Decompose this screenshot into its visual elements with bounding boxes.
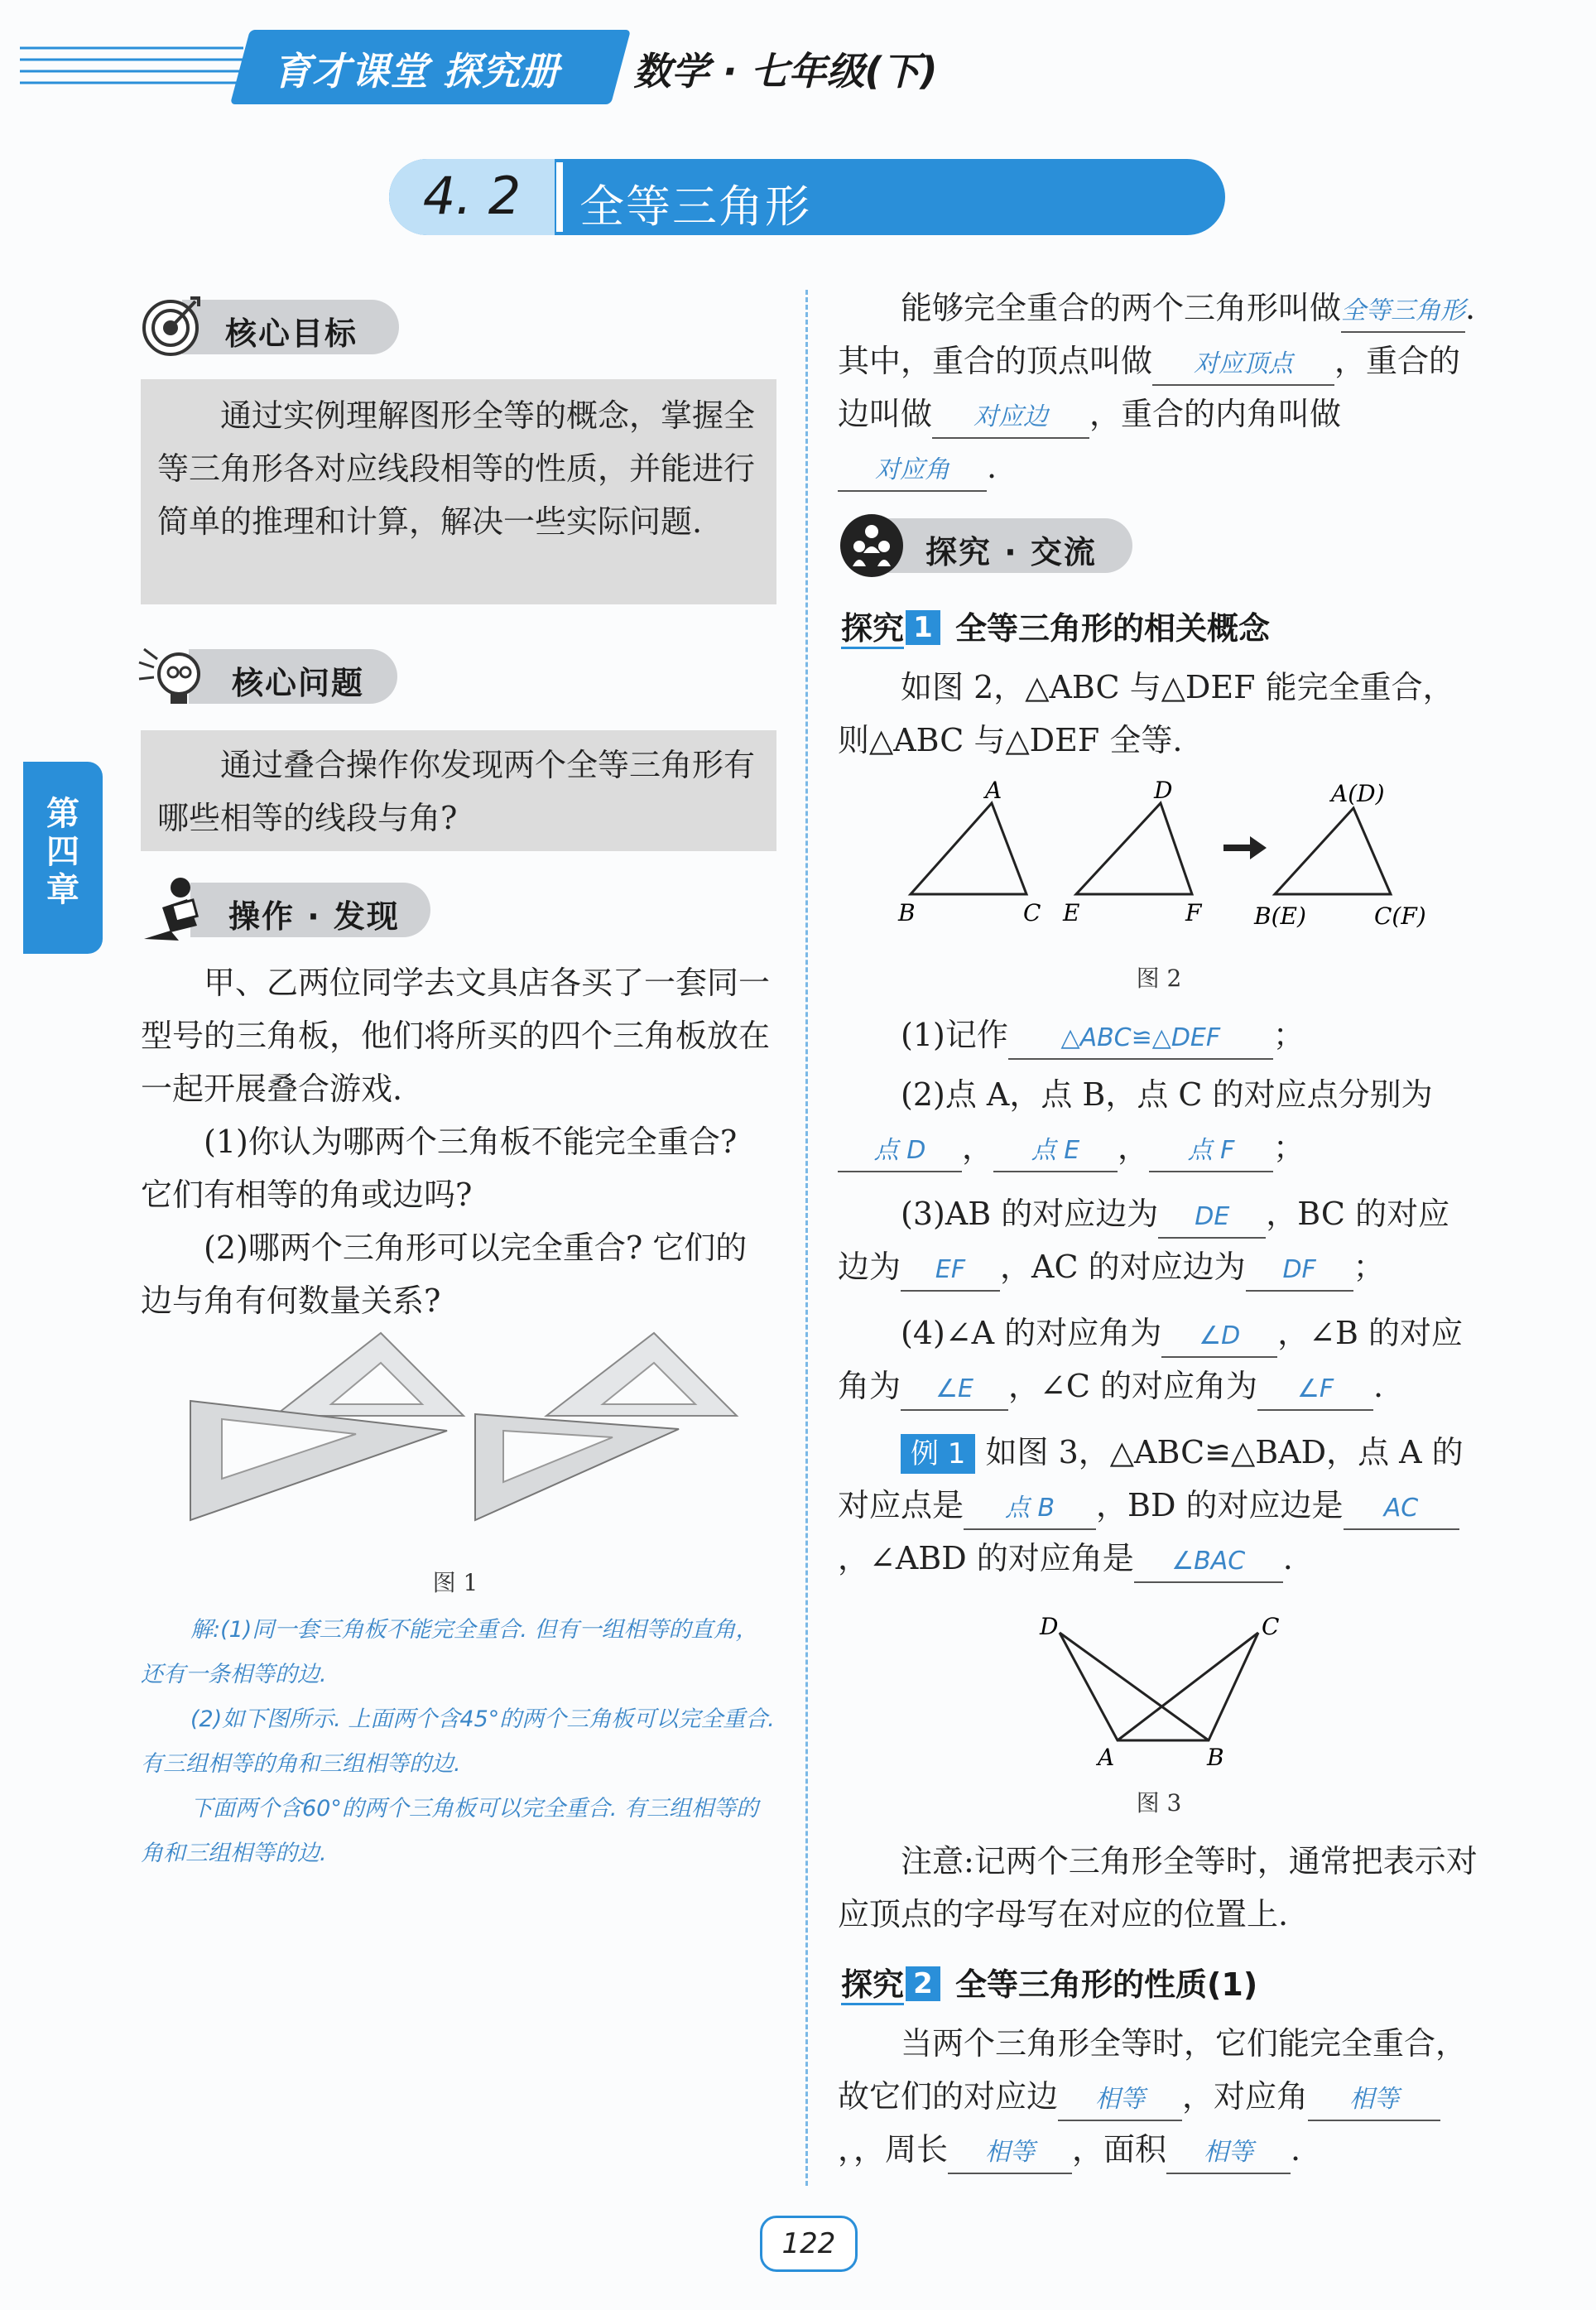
answer-blank-ac: AC: [1344, 1489, 1459, 1530]
chapter-label: 第四章: [46, 795, 79, 909]
column-divider: [805, 290, 808, 2186]
answer-blank-angle-f: ∠F: [1257, 1369, 1373, 1411]
header-subject: 数学 · 七年级(下): [633, 49, 938, 94]
operate-answer-3: 下面两个含60°的两个三角板可以完全重合. 有三组相等的角和三组相等的边.: [141, 1796, 759, 1866]
answer-blank-notation: △ABC≌△DEF: [1008, 1018, 1273, 1060]
operate-answer-1: 解:(1)同一套三角板不能完全重合. 但有一组相等的直角，还有一条相等的边.: [141, 1617, 758, 1687]
section-title: 全等三角形: [579, 180, 811, 233]
explore-2-number: 2: [906, 1966, 940, 2001]
core-question-label: 核心问题: [232, 665, 365, 701]
explore-1-q4: (4)∠A 的对应角为 ∠D ，∠B 的对应角为 ∠E ，∠C 的对应角为 ∠F .: [838, 1307, 1480, 1412]
page-number: 122: [760, 2216, 858, 2272]
explore-1-q3: (3)AB 的对应边为 DE ，BC 的对应边为 EF ，AC 的对应边为 DF ；: [838, 1187, 1480, 1293]
svg-text:B(E): B(E): [1254, 902, 1306, 930]
set-square-60-right: [475, 1414, 679, 1520]
core-goal-text: 通过实例理解图形全等的概念，掌握全等三角形各对应线段相等的性质，并能进行简单的推理和计算，解决一些实际问题.: [157, 397, 756, 540]
answer-blank-point-d: 点 D: [838, 1131, 962, 1172]
figure-3-triangles: [1026, 1606, 1308, 1772]
core-question-text: 通过叠合操作你发现两个全等三角形有哪些相等的线段与角?: [157, 747, 756, 836]
core-goal-label: 核心目标: [225, 315, 358, 352]
svg-text:A: A: [1098, 1744, 1115, 1771]
example-1: 例 1 如图 3，△ABC≌△BAD，点 A 的对应点是 点 B ，BD 的对应边是 AC，∠ABD 的对应角是 ∠BAC .: [838, 1426, 1480, 1585]
header-series: 育才课堂 探究册: [273, 49, 560, 94]
answer-blank-angle-d: ∠D: [1161, 1316, 1277, 1358]
explore-1-intro: 如图 2，△ABC 与△DEF 能完全重合，则△ABC 与△DEF 全等.: [838, 669, 1454, 758]
svg-text:C: C: [1023, 899, 1041, 926]
answer-blank-ef: EF: [901, 1250, 1000, 1292]
figure-1-caption: 图 1: [432, 1569, 478, 1596]
explore-1-q1: (1)记作 △ABC≌△DEF ；: [838, 1008, 1480, 1061]
answer-blank-point-b: 点 B: [964, 1489, 1096, 1530]
header-decor-lines: [20, 35, 252, 101]
explore-1-number: 1: [906, 610, 940, 645]
answer-blank-quandeng: 全等三角形: [1341, 291, 1465, 333]
answer-blank-point-f: 点 F: [1149, 1131, 1273, 1172]
answer-blank-angles-equal: 相等: [1308, 2080, 1440, 2121]
answer-blank-side: 对应边: [932, 397, 1089, 439]
figure-1-set-squares: [182, 1325, 745, 1540]
operate-question-2: (2)哪两个三角形可以完全重合? 它们的边与角有何数量关系?: [141, 1230, 748, 1319]
explore-1-q2: (2)点 A，点 B，点 C 的对应点分别为点 D ， 点 E ， 点 F ；: [838, 1068, 1480, 1174]
svg-text:B: B: [898, 899, 916, 926]
svg-text:E: E: [1063, 899, 1080, 926]
operate-answer-2: (2)如下图所示. 上面两个含45°的两个三角板可以完全重合. 有三组相等的角和三组相等的边.: [141, 1706, 775, 1777]
answer-blank-angle-e: ∠E: [901, 1369, 1008, 1411]
answer-blank-perimeter-equal: 相等: [948, 2133, 1072, 2174]
figure-3-caption: 图 3: [1136, 1789, 1182, 1817]
explore-label: 探究 · 交流: [925, 534, 1097, 570]
lightbulb-icon: [136, 638, 210, 712]
set-square-45-right: [546, 1333, 737, 1416]
figure-2-triangles: [877, 778, 1473, 944]
svg-text:F: F: [1185, 899, 1202, 926]
example-1-badge: 例 1: [901, 1434, 975, 1474]
answer-blank-area-equal: 相等: [1166, 2133, 1291, 2174]
svg-text:C: C: [1262, 1613, 1280, 1640]
answer-blank-angle-bac: ∠BAC: [1134, 1542, 1283, 1583]
svg-text:B: B: [1207, 1744, 1224, 1771]
explore-2-heading: 探究 2 全等三角形的性质(1): [841, 1959, 1503, 2004]
explore-1-heading: 探究 1 全等三角形的相关概念: [841, 603, 1503, 648]
section-number: 4. 2: [422, 166, 522, 226]
svg-text:A: A: [985, 778, 1002, 804]
operate-question-1: (1)你认为哪两个三角板不能完全重合? 它们有相等的角或边吗?: [141, 1124, 738, 1213]
arrow-right-icon: [1223, 836, 1267, 859]
svg-text:A(D): A(D): [1331, 780, 1385, 807]
operate-label: 操作 · 发现: [228, 898, 400, 935]
answer-blank-point-e: 点 E: [993, 1131, 1118, 1172]
svg-text:D: D: [1040, 1613, 1059, 1640]
operate-intro: 甲、乙两位同学去文具店各买了一套同一型号的三角板，他们将所买的四个三角板放在一起开展叠合游戏.: [141, 965, 771, 1107]
svg-text:C(F): C(F): [1374, 902, 1426, 930]
explore-2-paragraph: 当两个三角形全等时，它们能完全重合，故它们的对应边 相等 ，对应角 相等，，周长 相等 ，面积 相等 .: [838, 2017, 1480, 2176]
group-people-icon: [838, 512, 906, 580]
explore-1-note: 注意:记两个三角形全等时，通常把表示对应顶点的字母写在对应的位置上.: [838, 1843, 1478, 1932]
set-square-60-left: [190, 1401, 447, 1520]
answer-blank-vertex: 对应顶点: [1152, 344, 1334, 386]
reading-person-icon: [137, 874, 212, 944]
set-square-45-left: [275, 1333, 464, 1416]
figure-2-caption: 图 2: [1136, 965, 1182, 992]
answer-blank-sides-equal: 相等: [1058, 2080, 1182, 2121]
svg-text:D: D: [1154, 778, 1173, 804]
answer-blank-df: DF: [1246, 1250, 1353, 1292]
definition-paragraph: 能够完全重合的两个三角形叫做全等三角形. 其中，重合的顶点叫做 对应顶点 ，重合的边叫做 对应边 ，重合的内角叫做对应角 .: [838, 282, 1480, 493]
answer-blank-de: DE: [1158, 1197, 1266, 1239]
target-icon: [139, 295, 202, 358]
answer-blank-angle: 对应角: [838, 450, 987, 492]
